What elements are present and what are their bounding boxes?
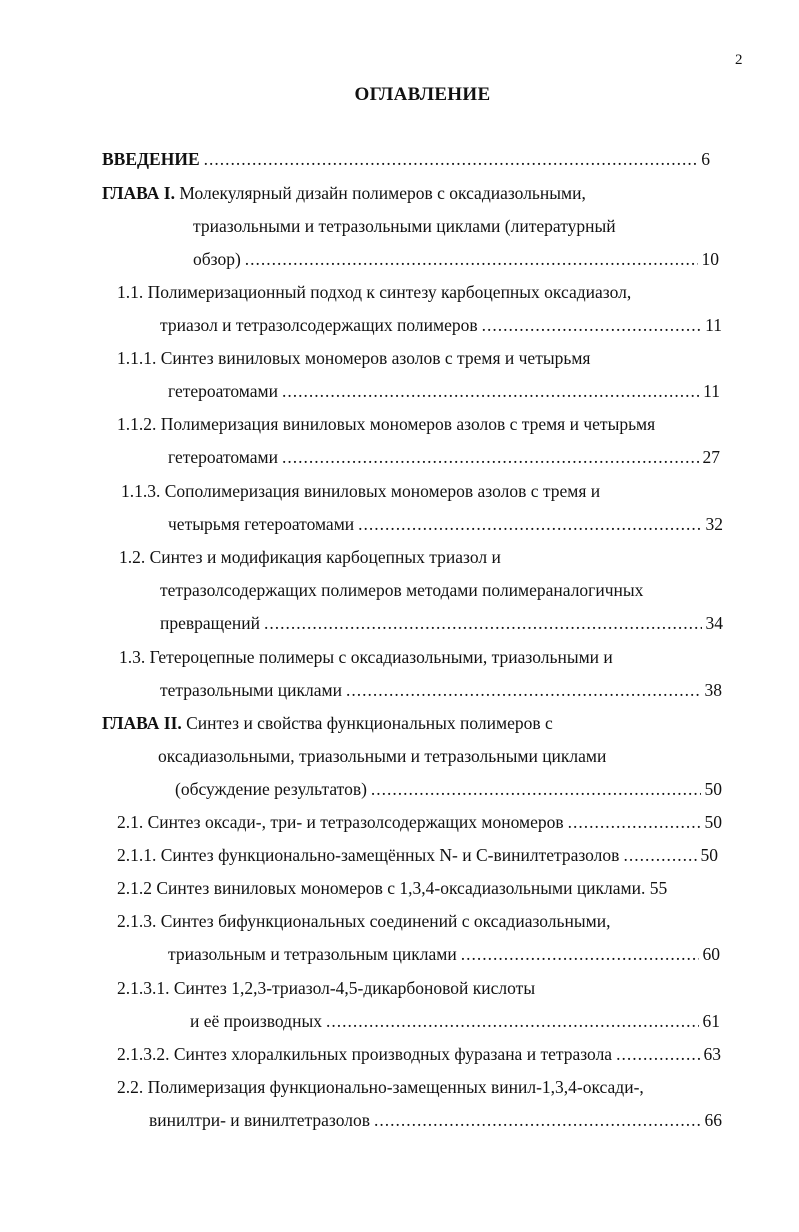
toc-ch2-text3: (обсуждение результатов) [175, 779, 367, 799]
toc-s2-1-3-line2[interactable] [168, 943, 720, 965]
toc-ch1-line1[interactable] [102, 182, 586, 204]
dot-leader [461, 943, 699, 965]
toc-ch1-text3: обзор) [193, 249, 241, 269]
toc-ch2-line1[interactable] [102, 712, 553, 734]
dot-leader [264, 612, 701, 634]
toc-s2-2-page: 66 [704, 1110, 722, 1130]
toc-ch2-line2: оксадиазольными, триазольными и тетразольными циклами [158, 746, 607, 766]
dot-leader [326, 1010, 699, 1032]
toc-s1-2-line2: тетразолсодержащих полимеров методами полимераналогичных [160, 580, 644, 600]
toc-s2-1[interactable] [117, 811, 722, 833]
toc-s1-3-line1[interactable]: 1.3. Гетероцепные полимеры с оксадиазольными, триазольными и [119, 647, 613, 667]
toc-s2-1-3-line1[interactable]: 2.1.3. Синтез бифункциональных соединений с оксадиазольными, [117, 911, 611, 931]
toc-s1-3-line2[interactable] [160, 679, 722, 701]
toc-s2-1-2[interactable] [117, 877, 667, 899]
toc-ch1-text1: Молекулярный дизайн полимеров с оксадиазольными, [179, 183, 586, 203]
dot-leader [245, 248, 698, 270]
toc-s2-1-3-page: 60 [702, 944, 720, 964]
dot-leader [282, 446, 699, 468]
toc-intro-label: ВВЕДЕНИЕ [102, 149, 200, 169]
dot-leader [204, 148, 698, 170]
toc-s1-1-line1[interactable]: 1.1. Полимеризационный подход к синтезу карбоцепных оксадиазол, [117, 282, 632, 302]
toc-s2-1-text: 2.1. Синтез оксади-, три- и тетразолсодержащих мономеров [117, 812, 564, 832]
dot-leader [568, 811, 701, 833]
toc-s1-1-3-line2[interactable] [168, 513, 723, 535]
toc-s1-1-3-page: 32 [705, 514, 723, 534]
toc-ch2-text1: Синтез и свойства функциональных полимеров с [186, 713, 553, 733]
toc-s2-1-2-text: 2.1.2 Синтез виниловых мономеров с 1,3,4-оксадиазольными циклами. [117, 878, 646, 898]
toc-s1-3-page: 38 [704, 680, 722, 700]
toc-s1-1-3-line1[interactable]: 1.1.3. Сополимеризация виниловых мономеров азолов с тремя и [121, 481, 601, 501]
toc-s1-2-line1[interactable]: 1.2. Синтез и модификация карбоцепных триазол и [119, 547, 501, 567]
dot-leader [623, 844, 696, 866]
toc-s2-1-3-2-text: 2.1.3.2. Синтез хлоралкильных производных фуразана и тетразола [117, 1044, 613, 1064]
toc-s1-1-1-line1[interactable]: 1.1.1. Синтез виниловых мономеров азолов с тремя и четырьмя [117, 348, 591, 368]
dot-leader [346, 679, 701, 701]
toc-ch2-head: ГЛАВА II. [102, 713, 182, 733]
toc-s2-1-3-1-page: 61 [702, 1011, 720, 1031]
toc-ch1-line3[interactable] [193, 248, 719, 270]
toc-s1-1-3-text2: четырьмя гетероатомами [168, 514, 355, 534]
toc-s2-1-1-page: 50 [700, 845, 718, 865]
page-title: ОГЛАВЛЕНИЕ [354, 84, 491, 105]
toc-intro-page: 6 [701, 149, 710, 169]
toc-ch2-page: 50 [704, 779, 722, 799]
toc-s1-2-line3[interactable] [160, 612, 723, 634]
dot-leader [358, 513, 701, 535]
page-number: 2 [735, 52, 743, 68]
toc-s1-1-1-page: 11 [703, 381, 720, 401]
dot-leader [371, 778, 701, 800]
toc-ch2-line3[interactable] [175, 778, 722, 800]
toc-ch1-line2: триазольными и тетразольными циклами (литературный [193, 216, 616, 236]
toc-s1-1-2-line2[interactable] [168, 446, 720, 468]
toc-s2-1-1-text: 2.1.1. Синтез функционально-замещённых N- и С-винилтетразолов [117, 845, 620, 865]
toc-s1-2-page: 34 [705, 613, 723, 633]
toc-entry-intro[interactable] [102, 148, 710, 170]
toc-s2-1-3-1-line1[interactable]: 2.1.3.1. Синтез 1,2,3-триазол-4,5-дикарбоновой кислоты [117, 978, 536, 998]
toc-s1-1-1-text2: гетероатомами [168, 381, 278, 401]
toc-s2-2-line2[interactable] [149, 1109, 722, 1131]
toc-s2-1-3-2-page: 63 [703, 1044, 721, 1064]
toc-s2-2-text2: винилтри- и винилтетразолов [149, 1110, 370, 1130]
dot-leader [282, 380, 699, 402]
toc-s2-2-line1[interactable]: 2.2. Полимеризация функционально-замещенных винил-1,3,4-оксади-, [117, 1077, 644, 1097]
toc-s2-1-page: 50 [704, 812, 722, 832]
toc-s1-2-text3: превращений [160, 613, 261, 633]
toc-s1-1-2-text2: гетероатомами [168, 447, 278, 467]
toc-ch1-head: ГЛАВА I. [102, 183, 175, 203]
toc-s2-1-3-1-line2[interactable] [190, 1010, 720, 1032]
toc-s1-3-text2: тетразольными циклами [160, 680, 342, 700]
toc-s2-1-1[interactable] [117, 844, 718, 866]
toc-s1-1-page: 11 [705, 315, 722, 335]
toc-s1-1-2-page: 27 [702, 447, 720, 467]
toc-s1-1-line2[interactable] [160, 314, 722, 336]
toc-s2-1-3-text2: триазольным и тетразольным циклами [168, 944, 457, 964]
dot-leader [482, 314, 702, 336]
toc-s1-1-text2: триазол и тетразолсодержащих полимеров [160, 315, 478, 335]
dot-leader [616, 1043, 699, 1065]
dot-leader [374, 1109, 701, 1131]
toc-s2-1-3-2[interactable] [117, 1043, 721, 1065]
toc-s2-1-2-page: 55 [649, 878, 668, 898]
toc-s2-1-3-1-text2: и её производных [190, 1011, 322, 1031]
toc-ch1-page: 10 [701, 249, 719, 269]
toc-s1-1-1-line2[interactable] [168, 380, 720, 402]
toc-s1-1-2-line1[interactable]: 1.1.2. Полимеризация виниловых мономеров азолов с тремя и четырьмя [117, 414, 656, 434]
